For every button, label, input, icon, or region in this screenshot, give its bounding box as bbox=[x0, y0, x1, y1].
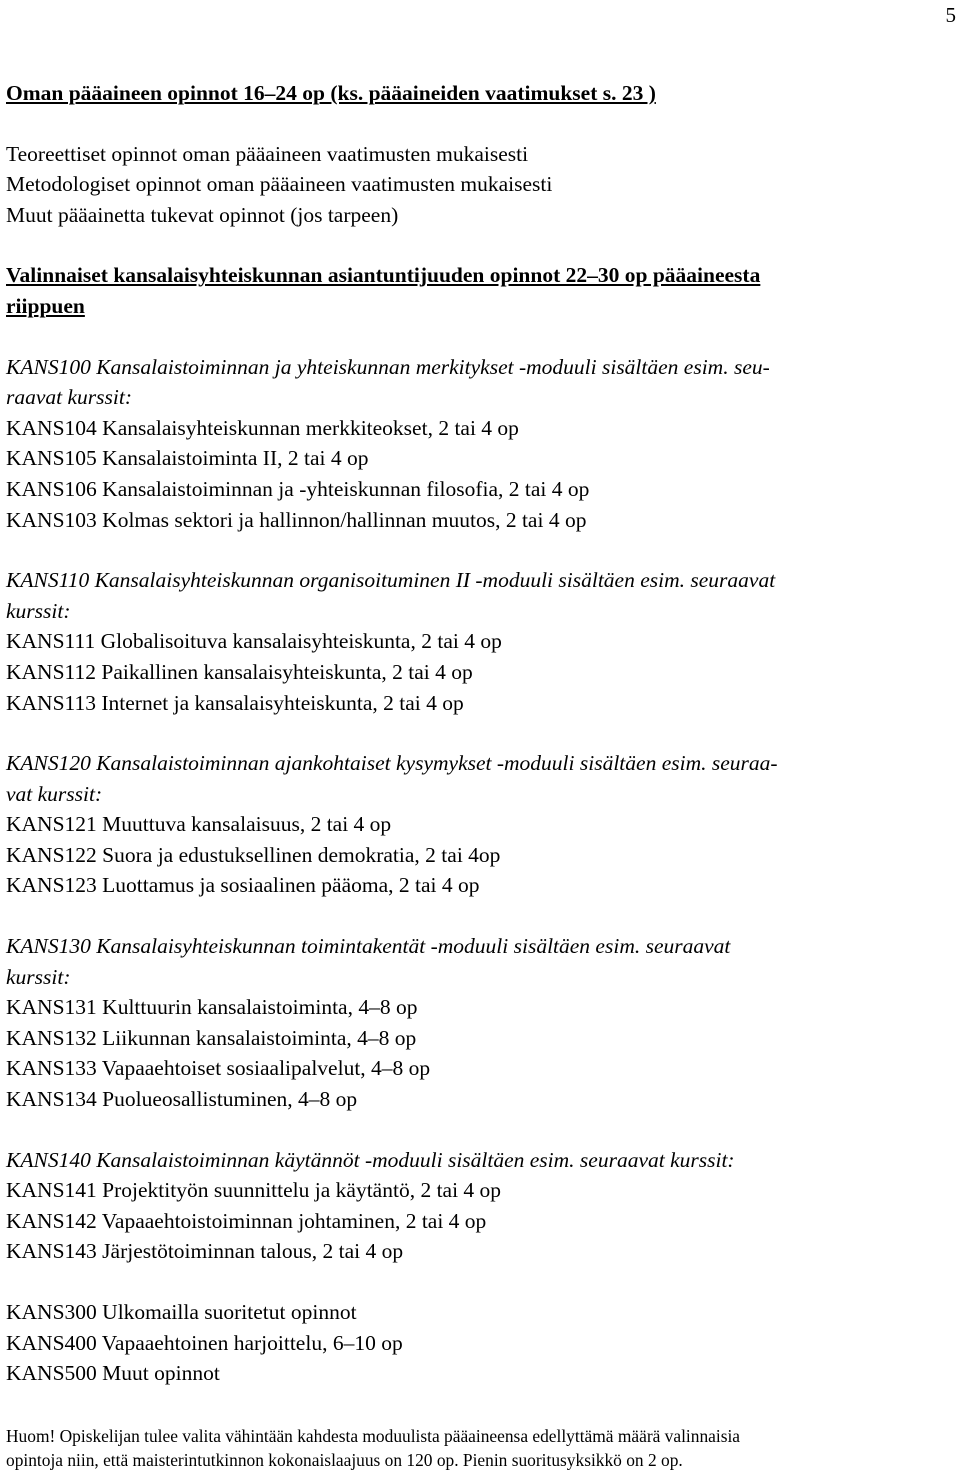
optional-studies-heading: Valinnaiset kansalaisyhteiskunnan asiantuntijuuden opinnot 22–30 op pääaineesta bbox=[6, 263, 761, 288]
module-title: KANS130 Kansalaisyhteiskunnan toimintakentät -moduuli sisältäen esim. seuraavat bbox=[6, 934, 731, 959]
course-item: KANS103 Kolmas sektori ja hallinnon/hallinnan muutos, 2 tai 4 op bbox=[6, 507, 587, 532]
main-subject-item: Muut pääainetta tukevat opinnot (jos tarpeen) bbox=[6, 202, 399, 227]
course-item: KANS131 Kulttuurin kansalaistoiminta, 4–8 op bbox=[6, 995, 418, 1020]
course-item: KANS134 Puolueosallistuminen, 4–8 op bbox=[6, 1087, 358, 1112]
note-line: opintoja niin, että maisterintutkinnon kokonaislaajuus on 120 op. Pienin suoritusyksikkö on 2 op. bbox=[6, 1450, 683, 1470]
other-courses bbox=[6, 1297, 951, 1389]
course-item: KANS111 Globalisoituva kansalaisyhteiskunta, 2 tai 4 op bbox=[6, 629, 502, 654]
main-subject-item: Teoreettiset opinnot oman pääaineen vaatimusten mukaisesti bbox=[6, 141, 529, 166]
module-kans120 bbox=[6, 748, 951, 901]
module-kans140 bbox=[6, 1145, 951, 1267]
course-item: KANS113 Internet ja kansalaisyhteiskunta, 2 tai 4 op bbox=[6, 690, 464, 715]
course-item: KANS106 Kansalaistoiminnan ja -yhteiskunnan filosofia, 2 tai 4 op bbox=[6, 476, 590, 501]
module-title: KANS120 Kansalaistoiminnan ajankohtaiset kysymykset -moduuli sisältäen esim. seuraa- bbox=[6, 751, 778, 776]
optional-studies-section bbox=[6, 260, 951, 321]
course-item: KANS121 Muuttuva kansalaisuus, 2 tai 4 op bbox=[6, 812, 392, 837]
note-line: Huom! Opiskelijan tulee valita vähintään kahdesta moduulista pääaineensa edellyttämä määrä valinnaisia bbox=[6, 1426, 741, 1446]
course-item: KANS143 Järjestötoiminnan talous, 2 tai 4 op bbox=[6, 1239, 404, 1264]
course-item: KANS105 Kansalaistoiminta II, 2 tai 4 op bbox=[6, 446, 369, 471]
module-title-cont: kurssit: bbox=[6, 964, 71, 989]
course-item: KANS400 Vapaaehtoinen harjoittelu, 6–10 op bbox=[6, 1330, 403, 1355]
module-kans100 bbox=[6, 352, 951, 536]
main-subject-heading: Oman pääaineen opinnot 16–24 op (ks. pääaineiden vaatimukset s. 23 ) bbox=[6, 81, 656, 105]
note bbox=[6, 1424, 956, 1472]
module-title-cont: vat kurssit: bbox=[6, 781, 103, 806]
course-item: KANS123 Luottamus ja sosiaalinen pääoma, 2 tai 4 op bbox=[6, 873, 480, 898]
optional-studies-heading-cont: riippuen bbox=[6, 293, 85, 318]
course-item: KANS112 Paikallinen kansalaisyhteiskunta, 2 tai 4 op bbox=[6, 659, 473, 684]
module-title: KANS100 Kansalaistoiminnan ja yhteiskunnan merkitykset -moduuli sisältäen esim. seu- bbox=[6, 354, 770, 379]
main-subject-item: Metodologiset opinnot oman pääaineen vaatimusten mukaisesti bbox=[6, 172, 553, 197]
course-item: KANS500 Muut opinnot bbox=[6, 1361, 220, 1386]
document-body bbox=[6, 78, 951, 1389]
module-title-cont: raavat kurssit: bbox=[6, 385, 133, 410]
module-title: KANS140 Kansalaistoiminnan käytännöt -moduuli sisältäen esim. seuraavat kurssit: bbox=[6, 1147, 735, 1172]
course-item: KANS141 Projektityön suunnittelu ja käytäntö, 2 tai 4 op bbox=[6, 1178, 502, 1203]
module-title: KANS110 Kansalaisyhteiskunnan organisoituminen II -moduuli sisältäen esim. seuraavat bbox=[6, 568, 776, 593]
main-subject-section bbox=[6, 78, 951, 230]
course-item: KANS104 Kansalaisyhteiskunnan merkkiteokset, 2 tai 4 op bbox=[6, 415, 519, 440]
course-item: KANS142 Vapaaehtoistoiminnan johtaminen, 2 tai 4 op bbox=[6, 1208, 487, 1233]
course-item: KANS300 Ulkomailla suoritetut opinnot bbox=[6, 1300, 357, 1324]
module-title-cont: kurssit: bbox=[6, 598, 71, 623]
page-number: 5 bbox=[945, 3, 956, 27]
module-kans130 bbox=[6, 931, 951, 1115]
course-item: KANS132 Liikunnan kansalaistoiminta, 4–8 op bbox=[6, 1025, 417, 1050]
module-kans110 bbox=[6, 565, 951, 718]
course-item: KANS133 Vapaaehtoiset sosiaalipalvelut, 4–8 op bbox=[6, 1056, 431, 1081]
course-item: KANS122 Suora ja edustuksellinen demokratia, 2 tai 4op bbox=[6, 842, 501, 867]
